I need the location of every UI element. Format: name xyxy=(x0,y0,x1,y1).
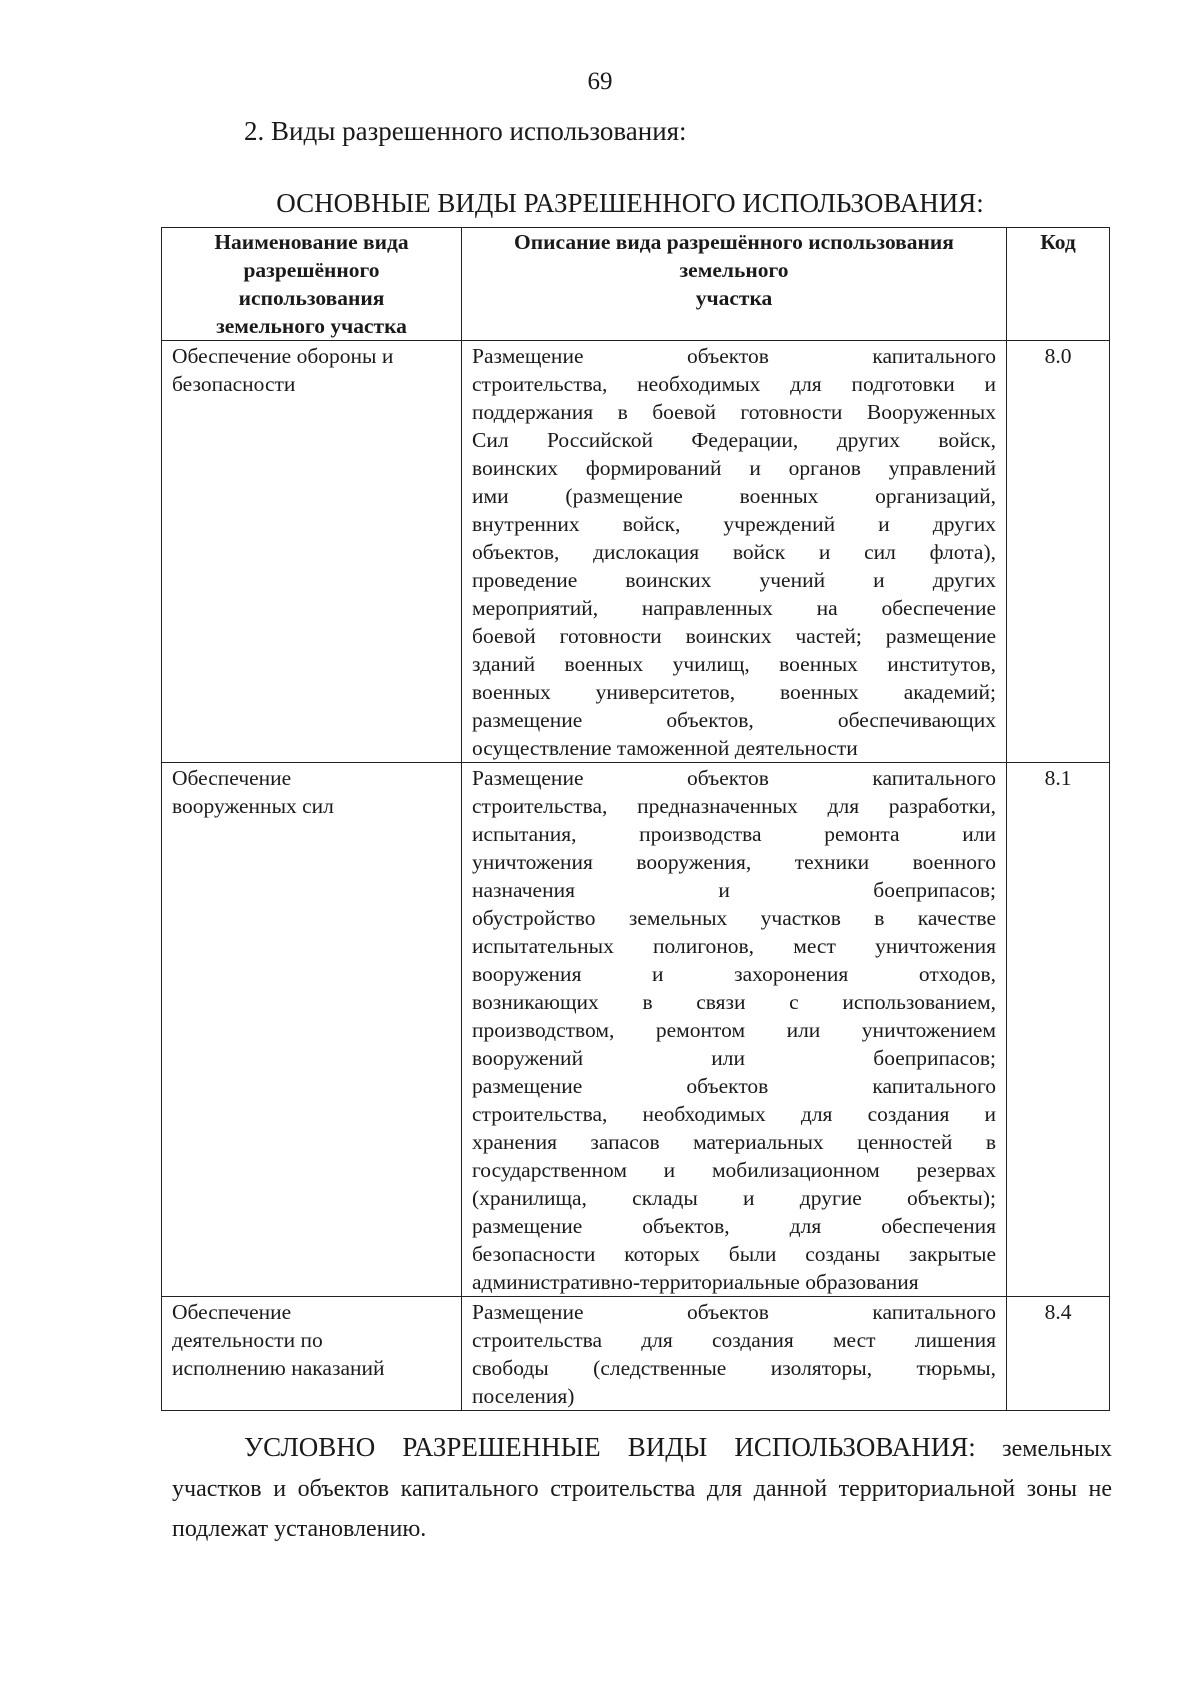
row-description-cell xyxy=(462,1297,1007,1411)
cell-text-line: Описание вида разрешённого использования xyxy=(514,230,954,254)
cell-text-line: использования xyxy=(238,286,385,310)
cell-text-line: ими (размещение военных организаций, xyxy=(472,484,996,508)
cell-text-line: строительства, необходимых для создания и xyxy=(472,1102,996,1126)
section-heading: 2. Виды разрешенного использования: xyxy=(244,116,687,146)
row-description-cell xyxy=(462,763,1007,1297)
cell-text-line: внутренних войск, учреждений и других xyxy=(472,512,996,536)
table-row xyxy=(162,341,1110,763)
cell-text-line: назначения и боеприпасов; xyxy=(472,878,996,902)
header-code xyxy=(1007,228,1110,341)
cell-text-line: зданий военных училищ, военных институтов, xyxy=(472,652,996,676)
cell-text-line: уничтожения вооружения, техники военного xyxy=(472,850,996,874)
cell-text-line: разрешённого xyxy=(243,258,380,282)
cell-text-line: размещение объектов капитального xyxy=(472,1074,996,1098)
page-number: 69 xyxy=(587,68,613,95)
header-name xyxy=(162,228,462,341)
cell-text-line: Размещение объектов капитального xyxy=(472,766,996,790)
cell-text-line: Размещение объектов капитального xyxy=(472,1300,996,1324)
cell-text-line: Обеспечение xyxy=(172,1300,292,1324)
conditional-use-heading: УСЛОВНО РАЗРЕШЕННЫЕ ВИДЫ ИСПОЛЬЗОВАНИЯ: xyxy=(244,1432,976,1462)
cell-text-line: воинских формирований и органов управлений xyxy=(472,456,996,480)
conditional-use-paragraph xyxy=(172,1428,1112,1548)
cell-text-line: участка xyxy=(695,286,773,310)
cell-text-line: размещение объектов, обеспечивающих xyxy=(472,708,996,732)
permitted-use-table xyxy=(161,227,1110,1411)
cell-text-line: безопасности которых были созданы закрытые xyxy=(472,1242,996,1266)
cell-text-line: мероприятий, направленных на обеспечение xyxy=(472,596,996,620)
cell-text-line: военных университетов, военных академий; xyxy=(472,680,996,704)
cell-text-line: земельного участка xyxy=(216,314,407,338)
table-row xyxy=(162,763,1110,1297)
cell-text-line: вооружений или боеприпасов; xyxy=(472,1046,996,1070)
conditional-use-text: земельных участков и объектов капитального строительства для данной территориальной зоны не подлежат установлению. xyxy=(172,1436,1112,1542)
cell-text-line: осуществление таможенной деятельности xyxy=(472,736,858,760)
table-row xyxy=(162,1297,1110,1411)
cell-text-line: обустройство земельных участков в качестве xyxy=(472,906,996,930)
row-code-cell: 8.1 xyxy=(1007,763,1110,1297)
cell-text-line: объектов, дислокация войск и сил флота), xyxy=(472,540,996,564)
table-caption: ОСНОВНЫЕ ВИДЫ РАЗРЕШЕННОГО ИСПОЛЬЗОВАНИЯ: xyxy=(276,188,984,218)
cell-text-line: государственном и мобилизационном резервах xyxy=(472,1158,996,1182)
row-code-cell: 8.0 xyxy=(1007,341,1110,763)
row-description-cell xyxy=(462,341,1007,763)
cell-text-line: Наименование вида xyxy=(214,230,409,254)
row-name-cell xyxy=(162,341,462,763)
cell-text-line: поддержания в боевой готовности Вооруженных xyxy=(472,400,996,424)
cell-text-line: строительства, необходимых для подготовки и xyxy=(472,372,996,396)
header-description xyxy=(462,228,1007,341)
cell-text-line: проведение воинских учений и других xyxy=(472,568,996,592)
row-name-cell xyxy=(162,1297,462,1411)
cell-text-line: деятельности по xyxy=(172,1328,323,1352)
cell-text-line: испытательных полигонов, мест уничтожения xyxy=(472,934,996,958)
cell-text-line: размещение объектов, для обеспечения xyxy=(472,1214,996,1238)
cell-text-line: испытания, производства ремонта или xyxy=(472,822,996,846)
cell-text-line: боевой готовности воинских частей; размещение xyxy=(472,624,996,648)
cell-text-line: хранения запасов материальных ценностей в xyxy=(472,1130,996,1154)
cell-text-line: свободы (следственные изоляторы, тюрьмы, xyxy=(472,1356,996,1380)
cell-text-line: производством, ремонтом или уничтожением xyxy=(472,1018,996,1042)
cell-text-line: Код xyxy=(1040,230,1076,254)
cell-text-line: Обеспечение xyxy=(172,766,292,790)
cell-text-line: административно-территориальные образования xyxy=(472,1270,919,1294)
row-code-cell: 8.4 xyxy=(1007,1297,1110,1411)
cell-text-line: строительства, предназначенных для разработки, xyxy=(472,794,996,818)
cell-text-line: поселения) xyxy=(472,1384,575,1408)
cell-text-line: Обеспечение обороны и xyxy=(172,344,394,368)
cell-text-line: вооружения и захоронения отходов, xyxy=(472,962,996,986)
cell-text-line: безопасности xyxy=(172,372,296,396)
row-name-cell xyxy=(162,763,462,1297)
cell-text-line: земельного xyxy=(679,258,789,282)
cell-text-line: исполнению наказаний xyxy=(172,1356,385,1380)
cell-text-line: (хранилища, склады и другие объекты); xyxy=(472,1186,996,1210)
cell-text-line: строительства для создания мест лишения xyxy=(472,1328,996,1352)
table-header-row xyxy=(162,228,1110,341)
cell-text-line: Размещение объектов капитального xyxy=(472,344,996,368)
cell-text-line: возникающих в связи с использованием, xyxy=(472,990,996,1014)
cell-text-line: вооруженных сил xyxy=(172,794,334,818)
cell-text-line: Сил Российской Федерации, других войск, xyxy=(472,428,996,452)
